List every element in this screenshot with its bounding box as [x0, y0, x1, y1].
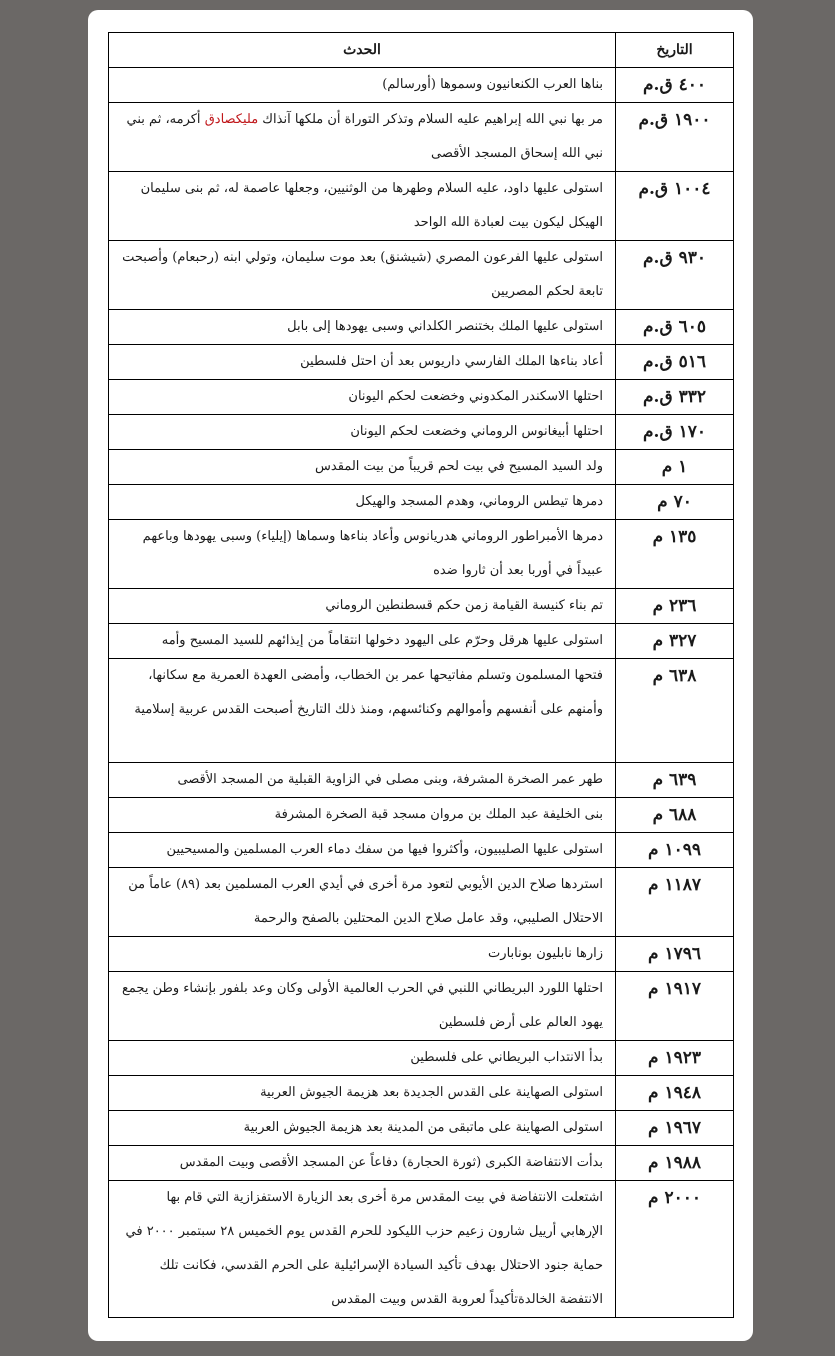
row-date: ٦٣٨ م	[616, 659, 734, 763]
row-event: استولى عليها الملك بختنصر الكلداني وسبى يهودها إلى بابل	[109, 310, 616, 345]
row-event: استولى عليها الصليبيون، وأكثروا فيها من سفك دماء العرب المسلمين والمسيحيين	[109, 833, 616, 868]
row-date: ٦٠٥ ق.م	[616, 310, 734, 345]
row-date: ١٩٨٨ م	[616, 1146, 734, 1181]
table-row	[109, 103, 734, 172]
event-text: مر بها نبي الله إبراهيم عليه السلام وتذكر التوراة أن ملكها آنذاك	[258, 112, 603, 127]
highlighted-name: مليكصادق	[204, 112, 259, 127]
table-row	[109, 763, 734, 798]
table-row	[109, 624, 734, 659]
row-event: استولى عليها هرقل وحرّم على اليهود دخولها انتقاماً من إيذائهم للسيد المسيح وأمه	[109, 624, 616, 659]
table-row	[109, 1146, 734, 1181]
row-event: استولى الصهاينة على ماتبقى من المدينة بعد هزيمة الجيوش العربية	[109, 1111, 616, 1146]
table-row	[109, 972, 734, 1041]
row-event: بدأ الانتداب البريطاني على فلسطين	[109, 1041, 616, 1076]
date-column-header: التاريخ	[616, 33, 734, 68]
row-date: ٩٣٠ ق.م	[616, 241, 734, 310]
row-event: أعاد بناءها الملك الفارسي داريوس بعد أن احتل فلسطين	[109, 345, 616, 380]
table-row	[109, 241, 734, 310]
row-date: ١١٨٧ م	[616, 868, 734, 937]
row-date: ٢٣٦ م	[616, 589, 734, 624]
table-row	[109, 937, 734, 972]
table-row	[109, 589, 734, 624]
table-row	[109, 659, 734, 763]
row-date: ١٧٠ ق.م	[616, 415, 734, 450]
row-event: استولى عليها داود، عليه السلام وطهرها من الوثنيين، وجعلها عاصمة له، ثم بنى سليمان الهيكل ليكون بيت لعبادة الله الواحد	[109, 172, 616, 241]
table-row	[109, 833, 734, 868]
table-row	[109, 68, 734, 103]
row-event: دمرها تيطس الروماني، وهدم المسجد والهيكل	[109, 485, 616, 520]
row-event: استولى عليها الفرعون المصري (شيشنق) بعد موت سليمان، وتولي ابنه (رحبعام) وأصبحت تابعة لحكم المصريين	[109, 241, 616, 310]
row-date: ١٩٤٨ م	[616, 1076, 734, 1111]
document-page	[88, 10, 753, 1341]
row-date: ١٩٢٣ م	[616, 1041, 734, 1076]
row-date: ١٣٥ م	[616, 520, 734, 589]
jerusalem-history-table	[108, 32, 734, 1318]
row-event: ولد السيد المسيح في بيت لحم قريباً من بيت المقدس	[109, 450, 616, 485]
row-date: ١٩١٧ م	[616, 972, 734, 1041]
row-date: ٤٠٠ ق.م	[616, 68, 734, 103]
row-event: بدأت الانتفاضة الكبرى (ثورة الحجارة) دفاعاً عن المسجد الأقصى وبيت المقدس	[109, 1146, 616, 1181]
table-row	[109, 868, 734, 937]
row-event: زارها نابليون بونابارت	[109, 937, 616, 972]
table-row	[109, 1041, 734, 1076]
row-event: دمرها الأمبراطور الروماني هدريانوس وأعاد بناءها وسماها (إيلياء) وسبى يهودها وباعهم عبيداً في أوربا بعد أن ثاروا ضده	[109, 520, 616, 589]
table-row	[109, 520, 734, 589]
row-event: فتحها المسلمون وتسلم مفاتيحها عمر بن الخطاب، وأمضى العهدة العمرية مع سكانها، وأمنهم على أنفسهم وأموالهم وكنائسهم، ومنذ ذلك التاريخ أصبحت القدس عربية إسلامية	[109, 659, 616, 763]
row-date: ١٩٠٠ ق.م	[616, 103, 734, 172]
row-date: ٦٣٩ م	[616, 763, 734, 798]
row-event: استولى الصهاينة على القدس الجديدة بعد هزيمة الجيوش العربية	[109, 1076, 616, 1111]
row-event: طهر عمر الصخرة المشرفة، وبنى مصلى في الزاوية القبلية من المسجد الأقصى	[109, 763, 616, 798]
row-date: ١٠٩٩ م	[616, 833, 734, 868]
row-event: احتلها اللورد البريطاني اللنبي في الحرب العالمية الأولى وكان وعد بلفور بإنشاء وطن يجمع يهود العالم على أرض فلسطين	[109, 972, 616, 1041]
table-row	[109, 450, 734, 485]
row-date: ٢٠٠٠ م	[616, 1181, 734, 1318]
table-row	[109, 345, 734, 380]
table-row	[109, 415, 734, 450]
row-event: تم بناء كنيسة القيامة زمن حكم قسطنطين الروماني	[109, 589, 616, 624]
row-event: احتلها أبيغانوس الروماني وخضعت لحكم اليونان	[109, 415, 616, 450]
event-column-header: الحدث	[109, 33, 616, 68]
row-event: احتلها الاسكندر المكدوني وخضعت لحكم اليونان	[109, 380, 616, 415]
row-date: ١٧٩٦ م	[616, 937, 734, 972]
table-row	[109, 1181, 734, 1318]
table-row	[109, 310, 734, 345]
table-row	[109, 172, 734, 241]
table-row	[109, 1076, 734, 1111]
table-row	[109, 380, 734, 415]
row-date: ٥١٦ ق.م	[616, 345, 734, 380]
row-date: ٣٣٢ ق.م	[616, 380, 734, 415]
row-date: ٣٢٧ م	[616, 624, 734, 659]
row-event: بنى الخليفة عبد الملك بن مروان مسجد قبة الصخرة المشرفة	[109, 798, 616, 833]
table-row	[109, 485, 734, 520]
table-row	[109, 798, 734, 833]
row-date: ٦٨٨ م	[616, 798, 734, 833]
row-event: اشتعلت الانتفاضة في بيت المقدس مرة أخرى بعد الزيارة الاستفزازية التي قام بها الإرهابي أرييل شارون زعيم حزب الليكود للحرم القدس يوم الخميس ٢٨ سبتمبر ٢٠٠٠ في حماية جنود الاحتلال بهدف تأكيد السيادة الإسرائيلية على الحرم القدسي، فكانت تلك الانتفضة الخالدةتأكيداً لعروبة القدس وبيت المقدس	[109, 1181, 616, 1318]
row-date: ١ م	[616, 450, 734, 485]
row-event	[109, 103, 616, 172]
row-date: ٧٠ م	[616, 485, 734, 520]
row-event: بناها العرب الكنعانيون وسموها (أورسالم)	[109, 68, 616, 103]
row-date: ١٩٦٧ م	[616, 1111, 734, 1146]
row-event: استردها صلاح الدين الأيوبي لتعود مرة أخرى في أيدي العرب المسلمين بعد (٨٩) عاماً من الاحتلال الصليبي، وقد عامل صلاح الدين المحتلين بالصفح والرحمة	[109, 868, 616, 937]
table-row	[109, 1111, 734, 1146]
row-date: ١٠٠٤ ق.م	[616, 172, 734, 241]
event-text: أكرمه، ثم بني نبي الله إسحاق المسجد الأقصى	[126, 112, 603, 161]
table-header-row	[109, 33, 734, 68]
